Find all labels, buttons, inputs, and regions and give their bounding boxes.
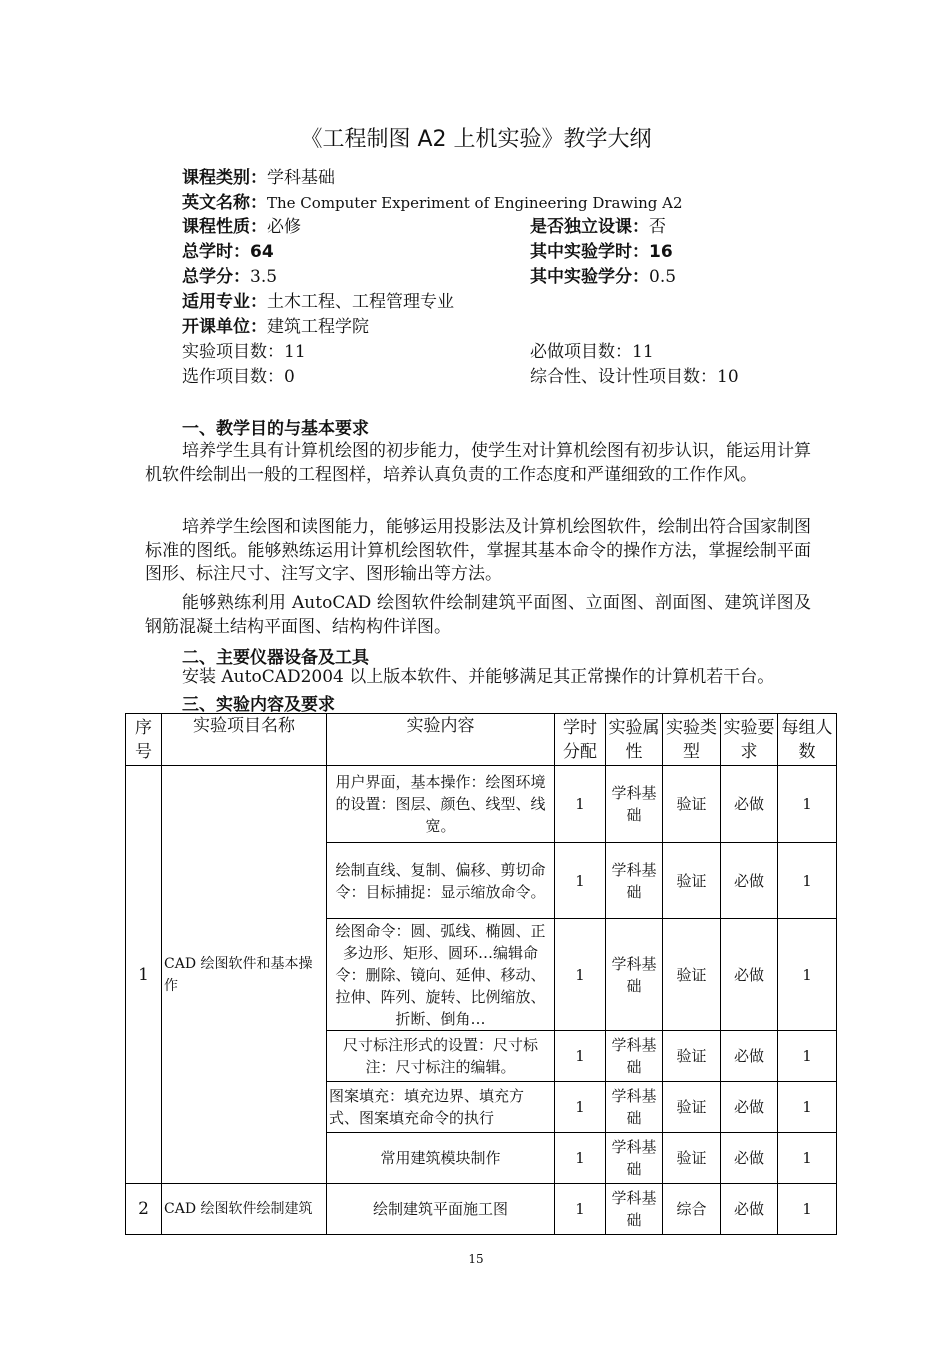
row-content: 常用建筑模块制作 [327, 1133, 555, 1184]
meta-english-name: 英文名称：The Computer Experiment of Engineering Drawing A2 [182, 193, 683, 213]
row-content: 绘制建筑平面施工图 [327, 1184, 555, 1235]
table-row [126, 766, 837, 843]
row-req: 必做 [721, 919, 778, 1031]
row-name: CAD 绘图软件绘制建筑 [162, 1184, 327, 1235]
meta-category: 课程类别：学科基础 [182, 168, 335, 188]
header-no: 序号 [126, 714, 162, 766]
document-title: 《工程制图 A2 上机实验》教学大纲 [300, 127, 652, 152]
section-2-heading: 二、主要仪器设备及工具 [182, 648, 369, 668]
meta-independent: 是否独立设课：否 [530, 217, 666, 237]
header-content: 实验内容 [327, 714, 555, 766]
row-hours: 1 [555, 1031, 606, 1082]
row-hours: 1 [555, 1184, 606, 1235]
row-req: 必做 [721, 766, 778, 843]
row-req: 必做 [721, 1031, 778, 1082]
header-req: 实验要求 [721, 714, 778, 766]
row-no: 1 [126, 766, 162, 1184]
row-name: CAD 绘图软件和基本操作 [162, 766, 327, 1184]
meta-majors: 适用专业：土木工程、工程管理专业 [182, 292, 454, 312]
row-hours: 1 [555, 1133, 606, 1184]
row-type: 验证 [663, 1133, 721, 1184]
header-hours: 学时分配 [555, 714, 606, 766]
row-content: 用户界面，基本操作：绘图环境的设置：图层、颜色、线型、线宽。 [327, 766, 555, 843]
meta-comprehensive-count: 综合性、设计性项目数：10 [530, 367, 739, 387]
row-content: 图案填充：填充边界、填充方式、图案填充命令的执行 [327, 1082, 555, 1133]
section-1-paragraph-2: 培养学生绘图和读图能力，能够运用投影法及计算机绘图软件，绘制出符合国家制图标准的图纸。能够熟练运用计算机绘图软件，掌握其基本命令的操作方法，掌握绘制平面图形、标注尺寸、注写文字、图形输出等方法。 [145, 517, 811, 585]
row-type: 综合 [663, 1184, 721, 1235]
row-req: 必做 [721, 1082, 778, 1133]
row-content: 尺寸标注形式的设置：尺寸标注：尺寸标注的编辑。 [327, 1031, 555, 1082]
row-attr: 学科基础 [606, 1082, 663, 1133]
meta-lab-credits: 其中实验学分：0.5 [530, 267, 677, 287]
meta-lab-hours: 其中实验学时：16 [530, 242, 673, 262]
row-content: 绘制直线、复制、偏移、剪切命令：目标捕捉：显示缩放命令。 [327, 843, 555, 919]
section-1-heading: 一、教学目的与基本要求 [182, 419, 369, 439]
row-attr: 学科基础 [606, 766, 663, 843]
table-row [126, 1184, 837, 1235]
row-attr: 学科基础 [606, 919, 663, 1031]
row-hours: 1 [555, 766, 606, 843]
row-attr: 学科基础 [606, 1031, 663, 1082]
row-content: 绘图命令：圆、弧线、椭圆、正多边形、矩形、圆环…编辑命令：删除、镜向、延伸、移动、拉伸、阵列、旋转、比例缩放、折断、倒角… [327, 919, 555, 1031]
row-people: 1 [778, 766, 837, 843]
meta-project-count: 实验项目数：11 [182, 342, 306, 362]
header-attr: 实验属性 [606, 714, 663, 766]
meta-unit: 开课单位：建筑工程学院 [182, 317, 369, 337]
row-people: 1 [778, 1082, 837, 1133]
meta-total-credits: 总学分：3.5 [182, 267, 278, 287]
meta-required-count: 必做项目数：11 [530, 342, 654, 362]
row-people: 1 [778, 1133, 837, 1184]
row-hours: 1 [555, 1082, 606, 1133]
section-2-paragraph: 安装 AutoCAD2004 以上版本软件、并能够满足其正常操作的计算机若干台。 [182, 667, 775, 687]
row-req: 必做 [721, 843, 778, 919]
section-3-heading: 三、实验内容及要求 [182, 695, 335, 715]
row-people: 1 [778, 1184, 837, 1235]
row-hours: 1 [555, 843, 606, 919]
meta-optional-count: 选作项目数：0 [182, 367, 295, 387]
row-type: 验证 [663, 843, 721, 919]
row-people: 1 [778, 1031, 837, 1082]
row-no: 2 [126, 1184, 162, 1235]
section-1-paragraph-1: 培养学生具有计算机绘图的初步能力，使学生对计算机绘图有初步认识，能运用计算机软件绘制出一般的工程图样，培养认真负责的工作态度和严谨细致的工作作风。 [145, 441, 811, 485]
row-type: 验证 [663, 919, 721, 1031]
header-type: 实验类型 [663, 714, 721, 766]
meta-course-nature: 课程性质：必修 [182, 217, 301, 237]
row-people: 1 [778, 919, 837, 1031]
experiment-table [125, 713, 837, 1235]
header-people: 每组人数 [778, 714, 837, 766]
meta-total-hours: 总学时：64 [182, 242, 274, 262]
row-attr: 学科基础 [606, 843, 663, 919]
row-hours: 1 [555, 919, 606, 1031]
row-type: 验证 [663, 1031, 721, 1082]
row-req: 必做 [721, 1133, 778, 1184]
row-type: 验证 [663, 766, 721, 843]
row-people: 1 [778, 843, 837, 919]
table-header-row [126, 714, 837, 766]
header-name: 实验项目名称 [162, 714, 327, 766]
row-req: 必做 [721, 1184, 778, 1235]
row-type: 验证 [663, 1082, 721, 1133]
section-1-paragraph-3: 能够熟练利用 AutoCAD 绘图软件绘制建筑平面图、立面图、剖面图、建筑详图及钢筋混凝土结构平面图、结构构件详图。 [145, 593, 811, 637]
page-number: 15 [468, 1252, 484, 1266]
row-attr: 学科基础 [606, 1133, 663, 1184]
row-attr: 学科基础 [606, 1184, 663, 1235]
